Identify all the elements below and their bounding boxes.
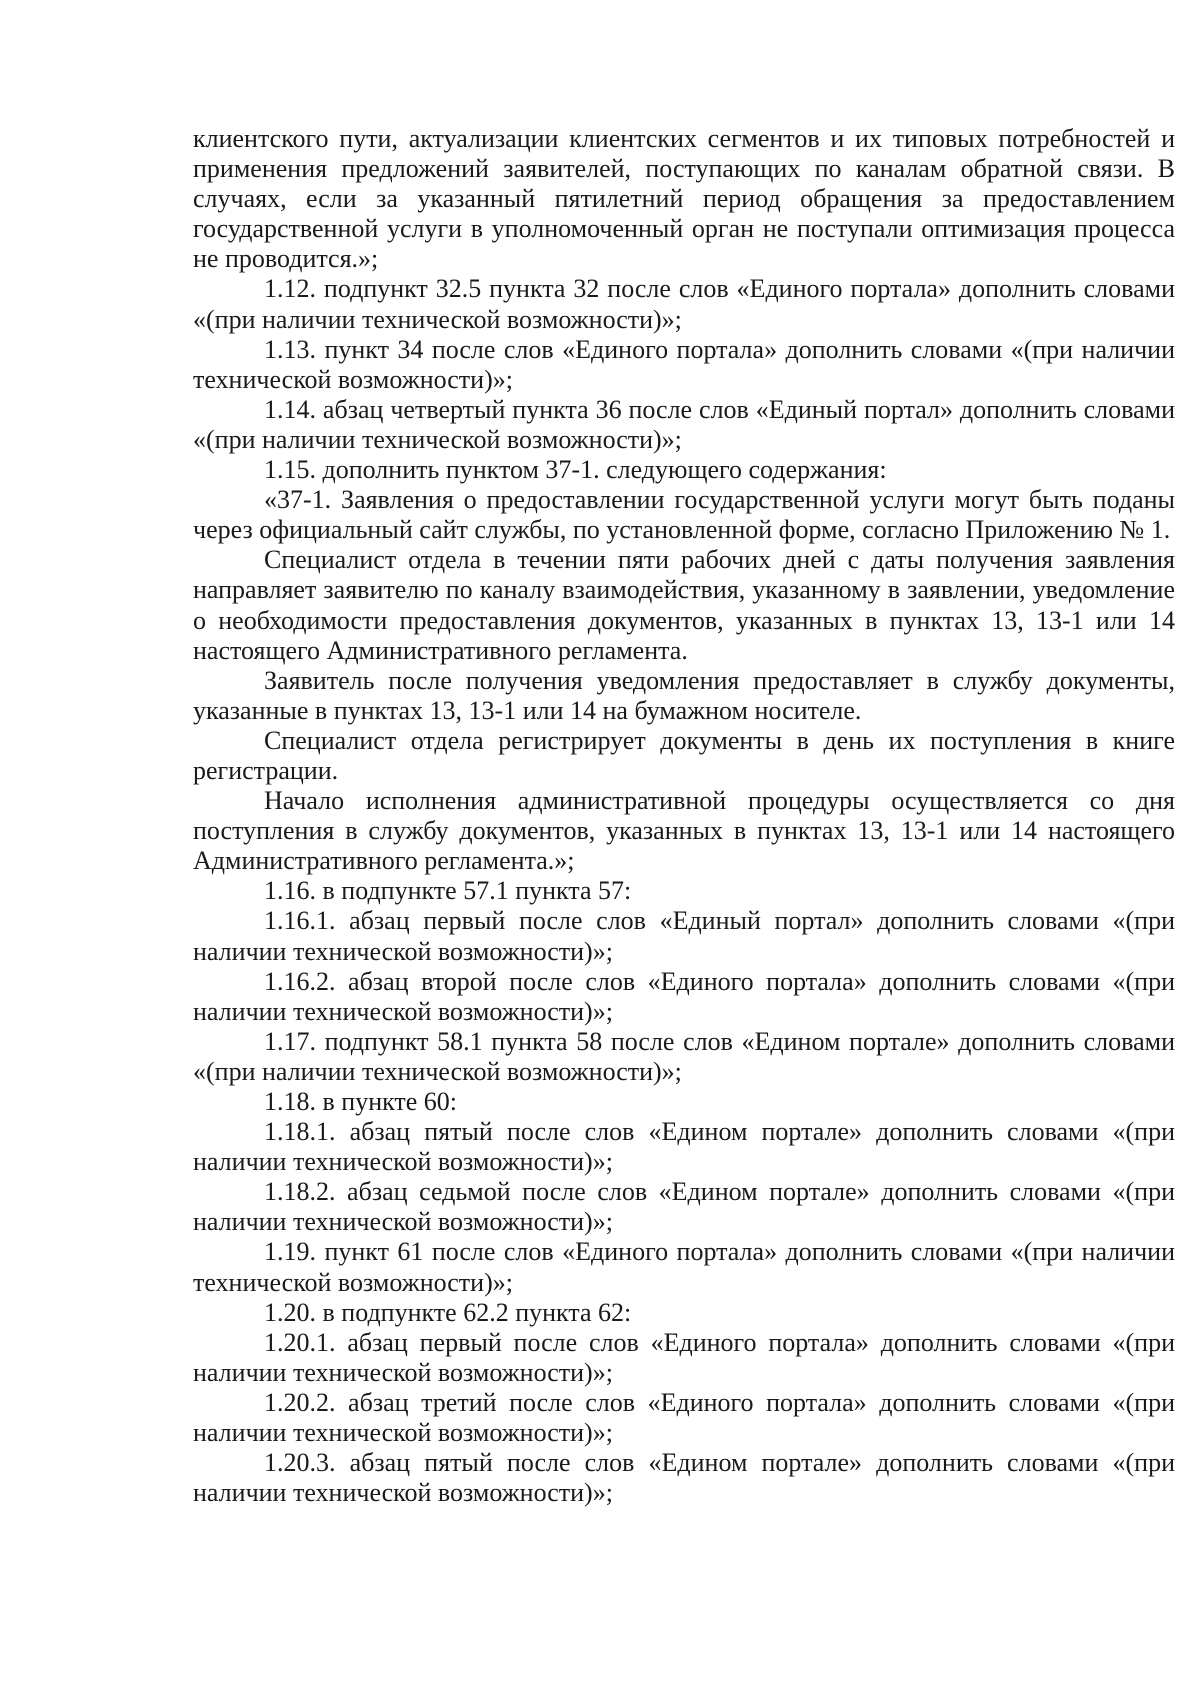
paragraph-1-20-1: 1.20.1. абзац первый после слов «Единого портала» дополнить словами «(при наличии технической возможности)»;: [193, 1327, 1175, 1387]
paragraph-1-19: 1.19. пункт 61 после слов «Единого портала» дополнить словами «(при наличии технической возможности)»;: [193, 1237, 1175, 1297]
paragraph-applicant-submits: Заявитель после получения уведомления предоставляет в службу документы, указанные в пунктах 13, 13-1 или 14 на бумажном носителе.: [193, 665, 1175, 725]
paragraph-1-20: 1.20. в подпункте 62.2 пункта 62:: [264, 1297, 632, 1327]
paragraph-1-12: 1.12. подпункт 32.5 пункта 32 после слов «Единого портала» дополнить словами «(при наличии технической возможности)»;: [193, 274, 1175, 334]
paragraph-1-15: 1.15. дополнить пунктом 37-1. следующего содержания:: [264, 455, 887, 485]
paragraph-37-1-quote: «37-1. Заявления о предоставлении государственной услуги могут быть поданы через официальный сайт службы, по установленной форме, согласно Приложению № 1.: [193, 485, 1175, 545]
paragraph-continuation: клиентского пути, актуализации клиентских сегментов и их типовых потребностей и применения предложений заявителей, поступающих по каналам обратной связи. В случаях, если за указанный пятилетний период обращения за предоставлением государственной услуги в уполномоченный орган не поступали оптимизация процесса не проводится.»;: [193, 124, 1175, 274]
paragraph-1-20-2: 1.20.2. абзац третий после слов «Единого портала» дополнить словами «(при наличии технической возможности)»;: [193, 1387, 1175, 1448]
paragraph-procedure-start: Начало исполнения административной процедуры осуществляется со дня поступления в службу документов, указанных в пунктах 13, 13-1 или 14 настоящего Административного регламента.»;: [193, 786, 1175, 876]
paragraph-1-18-1: 1.18.1. абзац пятый после слов «Едином портале» дополнить словами «(при наличии технической возможности)»;: [193, 1117, 1175, 1177]
paragraph-1-16-1: 1.16.1. абзац первый после слов «Единый портал» дополнить словами «(при наличии технической возможности)»;: [193, 906, 1175, 966]
paragraph-1-16: 1.16. в подпункте 57.1 пункта 57:: [264, 876, 632, 906]
paragraph-1-17: 1.17. подпункт 58.1 пункта 58 после слов «Едином портале» дополнить словами «(при наличии технической возможности)»;: [193, 1026, 1175, 1086]
paragraph-1-18-2: 1.18.2. абзац седьмой после слов «Едином портале» дополнить словами «(при наличии технической возможности)»;: [193, 1177, 1175, 1237]
paragraph-1-14: 1.14. абзац четвертый пункта 36 после слов «Единый портал» дополнить словами «(при наличии технической возможности)»;: [193, 394, 1175, 454]
paragraph-1-13: 1.13. пункт 34 после слов «Единого портала» дополнить словами «(при наличии технической возможности)»;: [193, 334, 1175, 394]
paragraph-1-20-3: 1.20.3. абзац пятый после слов «Едином портале» дополнить словами «(при наличии технической возможности)»;: [193, 1448, 1175, 1508]
paragraph-1-16-2: 1.16.2. абзац второй после слов «Единого портала» дополнить словами «(при наличии технической возможности)»;: [193, 966, 1175, 1026]
document-page: [193, 124, 1175, 1508]
paragraph-1-18: 1.18. в пункте 60:: [264, 1087, 458, 1116]
paragraph-registration: Специалист отдела регистрирует документы в день их поступления в книге регистрации.: [193, 725, 1175, 785]
paragraph-specialist-notice: Специалист отдела в течении пяти рабочих дней с даты получения заявления направляет заявителю по каналу взаимодействия, указанному в заявлении, уведомление о необходимости предоставления документов, указанных в пунктах 13, 13-1 или 14 настоящего Административного регламента.: [193, 545, 1175, 665]
